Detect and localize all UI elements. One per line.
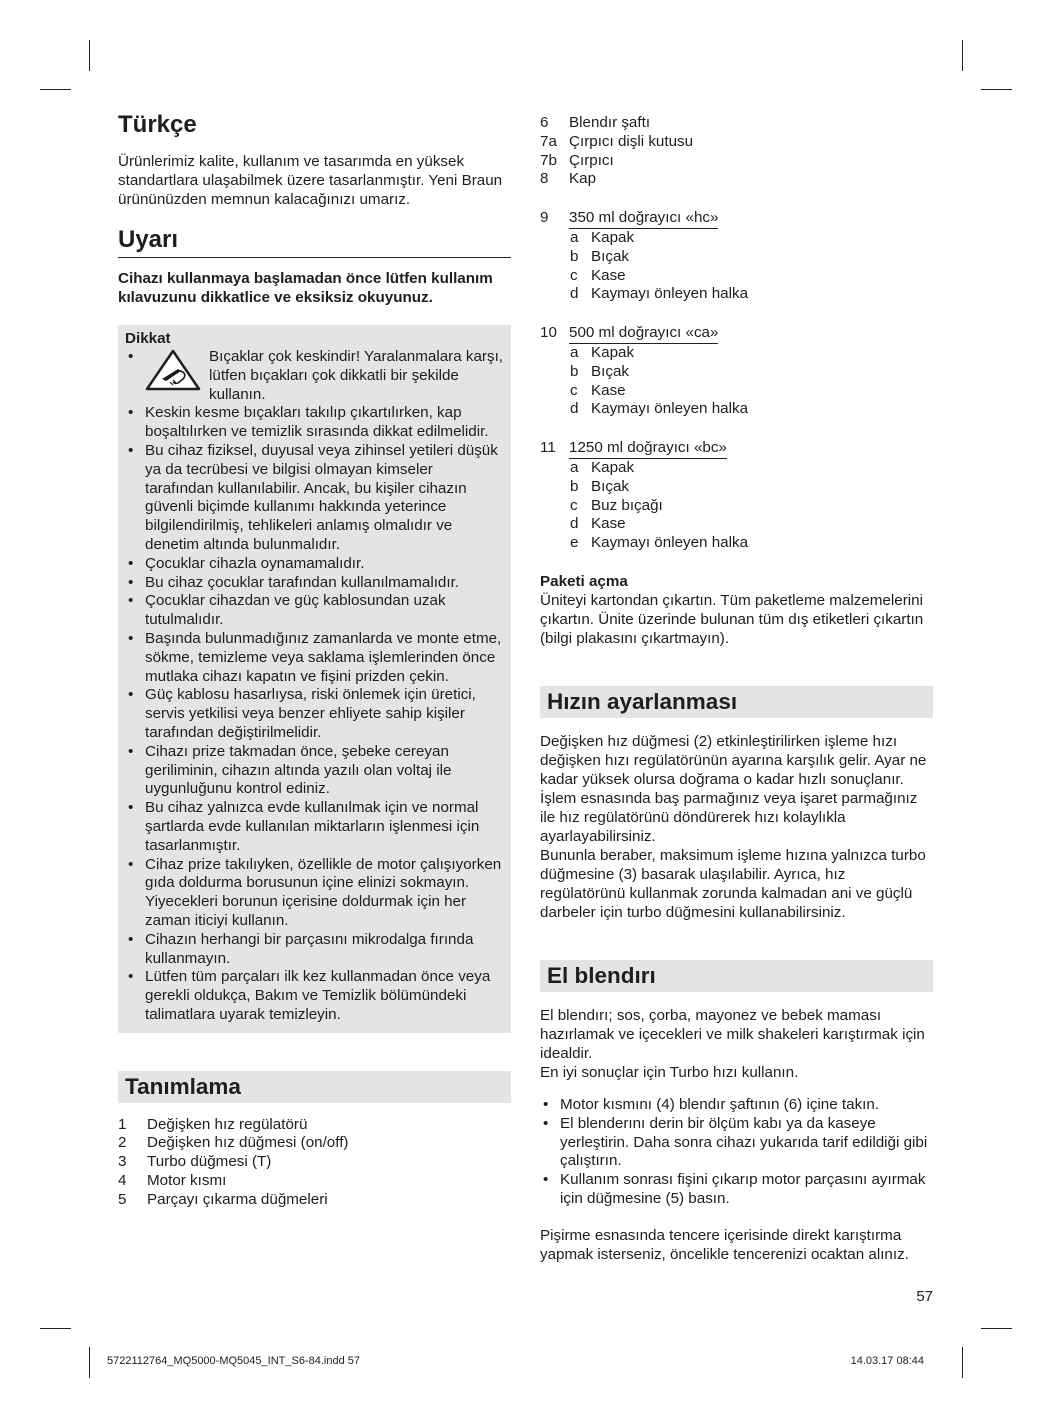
list-item: • Bu cihaz yalnızca evde kullanılmak için ve normal şartlarda evde kullanılan miktarların işlenmesi için tasarlanmıştır. (125, 799, 504, 855)
crop-mark (981, 1328, 1012, 1329)
crop-mark (40, 1328, 71, 1329)
list-item: • Bu cihaz çocuklar tarafından kullanılmamalıdır. (125, 574, 504, 593)
list-item: • Cihaz prize takılıyken, özellikle de motor çalışıyorken gıda doldurma borusunun içine elinizi sokmayın. Yiyecekleri borunun içerisine doldurmak için her zaman iticiyi kullanın. (125, 856, 504, 931)
list-item: 8 Kap (540, 170, 597, 188)
caution-list (125, 348, 504, 1025)
list-item: • Çocuklar cihazdan ve güç kablosundan uzak tutulmalıdır. (125, 592, 504, 630)
list-item: • El blenderını derin bir ölçüm kabı ya da kaseye yerleştirin. Daha sonra cihazı yukarıda tarif edildiği gibi çalıştırın. (540, 1115, 933, 1171)
chopper-group-hc: 9 350 ml doğrayıcı «hc» a Kapak b Bıçak c Kase d Kaymayı önleyen halka (540, 209, 933, 304)
page-number: 57 (916, 1288, 933, 1305)
right-column (540, 114, 933, 1264)
caution-first-text: • Bıçaklar çok keskindir! Yaralanmalara karşı, lütfen bıçakları çok dikkatli bir şekilde kullanın. (209, 348, 504, 403)
section-title-turkce: Türkçe (118, 111, 197, 138)
list-item: • Bu cihaz fiziksel, duyusal veya zihinsel yetileri düşük ya da tecrübesi ve bilgisi olmayan kimseler tarafından kullanılabilir. Ancak, bu kişiler cihazın güvenli biçimde kullanımı hakkında yeterince bilgilendirilmiş, tehlikeleri anlamış olmalıdır ve denetim altında bulunmalıdır. (125, 442, 504, 555)
section-title-hiz: Hızın ayarlanması (540, 686, 933, 718)
list-item: e Kaymayı önleyen halka (570, 534, 749, 552)
blender-steps (540, 1096, 933, 1209)
crop-mark (981, 89, 1012, 90)
list-item: d Kaymayı önleyen halka (570, 285, 749, 303)
section-title-blender: El blendırı (540, 960, 933, 992)
list-item: • Cihazın herhangi bir parçasını mikrodalga fırında kullanmayın. (125, 931, 504, 969)
list-item: 2 Değişken hız düğmesi (on/off) (118, 1134, 349, 1152)
list-item: b Bıçak (570, 477, 629, 495)
speed-text-2: Bununla beraber, maksimum işleme hızına yalnızca turbo düğmesine (3) basarak ulaşılabilir. Ayrıca, hız regülatörünü kullanmak zorunda kalmadan ani ve güçlü darbeler için turbo düğmesini kullanabilirsiniz. (540, 846, 926, 921)
parts-list-left (118, 1116, 511, 1210)
list-item: a Kapak (570, 343, 635, 361)
list-item: 6 Blendır şaftı (540, 114, 651, 131)
footer-file-info: 5722112764_MQ5000-MQ5045_INT_S6-84.indd 57 (107, 1355, 360, 1367)
list-item: d Kase (570, 515, 626, 533)
list-item (125, 348, 504, 404)
blender-text-1: El blendırı; sos, çorba, mayonez ve bebek maması hazırlamak ve içecekleri ve milk shakeleri karıştırmak için idealdir. (540, 1006, 925, 1062)
crop-mark (89, 40, 90, 71)
caution-title: Dikkat (125, 330, 171, 347)
list-item: • Cihazı prize takmadan önce, şebeke cereyan geriliminin, cihazın altında yazılı olan voltaj ile uygunluğunu kontrol ediniz. (125, 743, 504, 799)
speed-text-1: Değişken hız düğmesi (2) etkinleştirilirken işleme hızı değişken hızı regülatörünün ayarına karşılık gelir. Ayar ne kadar yüksek olursa doğrama o kadar hızlı sonuçlanır. İşlem esnasında baş parmağınız veya işaret parmağınız ile hız regülatörünü döndürerek hızı kolaylıkla ayarlayabilirsiniz. (540, 732, 927, 845)
caution-box (118, 325, 511, 1033)
chopper-group-bc: 11 1250 ml doğrayıcı «bc» a Kapak b Bıçak c Buz bıçağı d Kase e Kaymayı önleyen halka (540, 439, 933, 553)
list-item: 1 Değişken hız regülatörü (118, 1115, 308, 1133)
list-item: 7a Çırpıcı dişli kutusu (540, 132, 694, 150)
crop-mark (89, 1347, 90, 1378)
parts-list-right (540, 114, 933, 189)
list-item: 4 Motor kısmı (118, 1172, 227, 1190)
crop-mark (40, 89, 71, 90)
left-column (118, 110, 511, 1210)
crop-mark (962, 40, 963, 71)
chopper-group-ca: 10 500 ml doğrayıcı «ca» a Kapak b Bıçak c Kase d Kaymayı önleyen halka (540, 324, 933, 419)
list-item: a Kapak (570, 458, 635, 476)
unpacking-text: Üniteyi kartondan çıkartın. Tüm paketleme malzemelerini çıkartın. Ünite üzerinde bulunan tüm dış etiketleri çıkartın (bilgi plakasını çıkartmayın). (540, 591, 924, 647)
list-item: d Kaymayı önleyen halka (570, 400, 749, 418)
list-item: 3 Turbo düğmesi (T) (118, 1153, 272, 1171)
list-item: b Bıçak (570, 247, 629, 265)
warning-lead: Cihazı kullanmaya başlamadan önce lütfen kullanım kılavuzunu dikkatlice ve eksiksiz okuyunuz. (118, 270, 493, 306)
list-item: • Çocuklar cihazla oynamamalıdır. (125, 555, 504, 574)
list-item: a Kapak (570, 228, 635, 246)
knife-hand-warning-icon (145, 349, 201, 391)
list-item: • Keskin kesme bıçakları takılıp çıkartılırken, kap boşaltılırken ve temizlik sırasında dikkat edilmelidir. (125, 404, 504, 442)
section-title-uyari: Uyarı (118, 225, 511, 258)
section-title-tanimlama: Tanımlama (118, 1071, 511, 1103)
list-item: • Motor kısmını (4) blendır şaftının (6) içine takın. (540, 1096, 933, 1115)
intro-text: Ürünlerimiz kalite, kullanım ve tasarımda en yüksek standartlara ulaşabilmek üzere tasarlanmıştır. Yeni Braun ürününüzden memnun kalacağınızı umarız. (118, 153, 503, 208)
footer-date: 14.03.17 08:44 (850, 1355, 924, 1367)
list-item: • Kullanım sonrası fişini çıkarıp motor parçasını ayırmak için düğmesine (5) basın. (540, 1171, 933, 1209)
crop-mark (962, 1347, 963, 1378)
list-item: • Başında bulunmadığınız zamanlarda ve monte etme, sökme, temizleme veya saklama işlemlerinden önce mutlaka cihazı kapatın ve fişini prizden çekin. (125, 630, 504, 686)
list-item: c Kase (570, 266, 626, 284)
list-item: • Güç kablosu hasarlıysa, riski önlemek için üretici, servis yetkilisi veya benzer ehliyete sahip kişiler tarafından değiştirilmelidir. (125, 686, 504, 742)
list-item: c Kase (570, 381, 626, 399)
list-item: 7b Çırpıcı (540, 151, 614, 169)
unpacking-title: Paketi açma (540, 572, 628, 590)
list-item: • Lütfen tüm parçaları ilk kez kullanmadan önce veya gerekli oldukça, Bakım ve Temizlik bölümündeki talimatlara uyarak temizleyin. (125, 968, 504, 1024)
list-item: c Buz bıçağı (570, 496, 663, 514)
list-item: 5 Parçayı çıkarma düğmeleri (118, 1190, 328, 1208)
blender-text-3: Pişirme esnasında tencere içerisinde direkt karıştırma yapmak isterseniz, öncelikle tencerenizi ocaktan alınız. (540, 1226, 909, 1263)
blender-text-2: En iyi sonuçlar için Turbo hızı kullanın. (540, 1063, 799, 1081)
list-item: b Bıçak (570, 362, 629, 380)
